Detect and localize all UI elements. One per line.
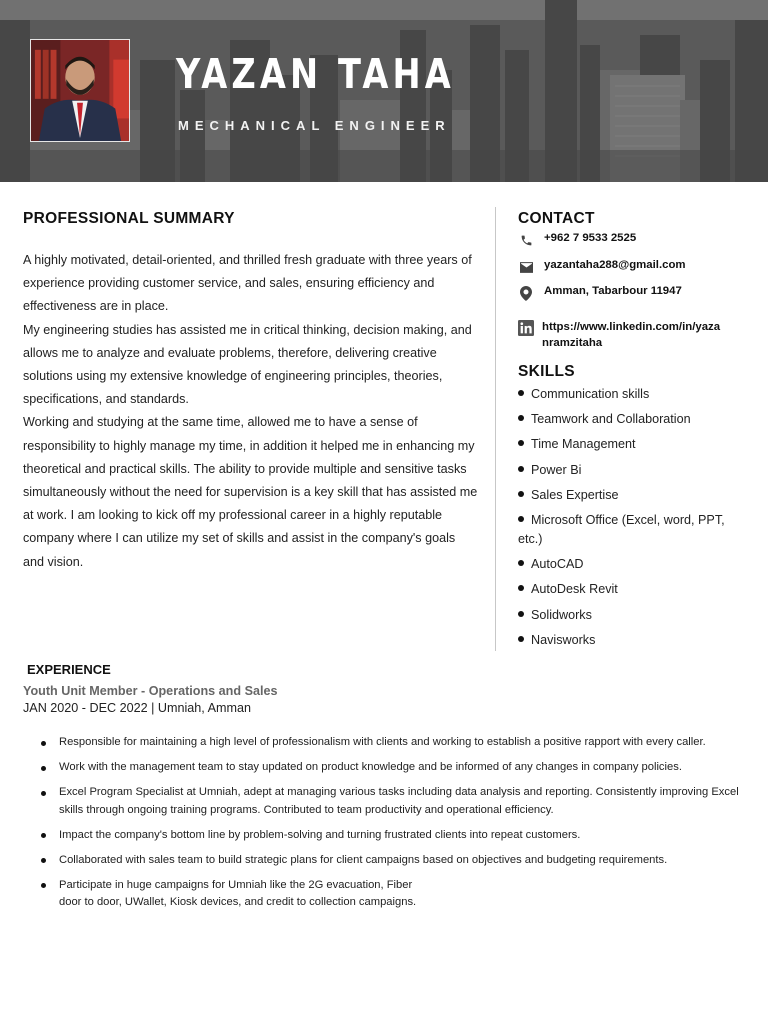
bullet-icon [518, 611, 524, 617]
bullet-icon [518, 415, 524, 421]
experience-bullet: Excel Program Specialist at Umniah, adept at managing various tasks including data analysis and reporting. Consistently improving Excel skills through ongoing training programs. Contributed to team productivity and operational efficiency. [23, 784, 743, 819]
profile-photo [30, 39, 130, 142]
skill-label: Power Bi [531, 462, 582, 477]
skill-label: Sales Expertise [531, 487, 619, 502]
bullet-icon [518, 636, 524, 642]
skill-label: AutoDesk Revit [531, 582, 618, 597]
skill-label: Time Management [531, 437, 636, 452]
envelope-icon [518, 259, 534, 275]
skill-item [518, 435, 748, 454]
skill-item [518, 461, 748, 480]
skill-label: AutoCAD [531, 557, 584, 572]
summary-text [23, 249, 478, 574]
skill-item [518, 385, 748, 404]
experience-bullet: Responsible for maintaining a high level of professionalism with clients and working to establish a positive rapport with every caller. [23, 734, 743, 752]
summary-paragraph: Working and studying at the same time, allowed me to have a sense of responsibility to highly manage my time, in addition it helped me in enhancing my theoretical and practical skills. The ability to provide multiple and sensitive tasks simultaneously without the need for supervision is a key skill that has assisted me at work. I am looking to kick off my professional career in a highly reputable company where I can utilize my set of skills and assist in the company's goals and vision. [23, 415, 478, 569]
bullet-icon [518, 440, 524, 446]
skill-item [518, 410, 748, 429]
phone-icon [518, 232, 534, 248]
sidebar [518, 210, 748, 656]
profile-portrait-image [31, 40, 129, 141]
experience-bullet: Work with the management team to stay updated on product knowledge and be informed of any changes in company policies. [23, 759, 743, 777]
experience-bullet: Impact the company's bottom line by problem-solving and turning frustrated clients into repeat customers. [23, 827, 743, 845]
bullet-icon [518, 516, 524, 522]
experience-heading: EXPERIENCE [27, 662, 111, 677]
skill-label: Communication skills [531, 387, 650, 401]
job-role: Youth Unit Member - Operations and Sales [23, 684, 278, 698]
experience-section [23, 662, 743, 919]
linkedin-icon [518, 320, 534, 336]
summary-paragraph: My engineering studies has assisted me in critical thinking, decision making, and allows me to analyze and evaluate problems, therefore, delivering creative solutions using my extensive knowledge of engineering principles, theories, specifications, and standards. [23, 322, 472, 407]
experience-bullet: Collaborated with sales team to build strategic plans for client campaigns based on objectives and budgeting requirements. [23, 852, 743, 870]
experience-bullet: Participate in huge campaigns for Umniah like the 2G evacuation, Fiber door to door, UWallet, Kiosk devices, and credit to collection campaigns. [23, 877, 423, 912]
summary-heading: PROFESSIONAL SUMMARY [23, 210, 235, 227]
skill-label: Solidworks [531, 607, 592, 622]
header-banner [0, 0, 768, 182]
candidate-title: MECHANICAL ENGINEER [178, 118, 451, 133]
skill-item [518, 511, 748, 549]
column-divider [495, 207, 496, 651]
job-dates: JAN 2020 - DEC 2022 | Umniah, Amman [23, 701, 251, 715]
contact-list [518, 232, 748, 351]
experience-bullets [23, 734, 743, 912]
bullet-icon [518, 560, 524, 566]
bullet-icon [518, 390, 524, 396]
email-address[interactable]: yazantaha288@gmail.com [544, 259, 686, 271]
skill-item [518, 486, 748, 505]
phone-number: +962 7 9533 2525 [544, 232, 637, 244]
skill-item [518, 580, 748, 599]
contact-linkedin [518, 319, 748, 351]
bullet-icon [518, 585, 524, 591]
skill-item [518, 606, 748, 625]
skill-label: Navisworks [531, 632, 596, 647]
summary-paragraph: A highly motivated, detail-oriented, and thrilled fresh graduate with three years of experience providing customer service, and sales, ensuring efficiency and effectiveness are in place. [23, 253, 472, 314]
skills-heading: SKILLS [518, 363, 575, 380]
address-text: Amman, Tabarbour 11947 [544, 285, 682, 297]
skill-item [518, 631, 748, 650]
skill-item [518, 555, 748, 574]
map-pin-icon [518, 285, 534, 301]
contact-heading: CONTACT [518, 210, 595, 227]
skill-label: Microsoft Office (Excel, word, PPT, etc.) [518, 512, 725, 546]
linkedin-url[interactable]: https://www.linkedin.com/in/yazanramzitaha [542, 321, 721, 349]
summary-section [23, 210, 478, 574]
candidate-name: YAZAN TAHA [176, 50, 455, 98]
contact-phone [518, 232, 748, 248]
bullet-icon [518, 491, 524, 497]
skill-label: Teamwork and Collaboration [531, 412, 691, 427]
bullet-icon [518, 466, 524, 472]
skills-list [518, 385, 748, 650]
contact-address [518, 285, 748, 301]
contact-email [518, 259, 748, 275]
